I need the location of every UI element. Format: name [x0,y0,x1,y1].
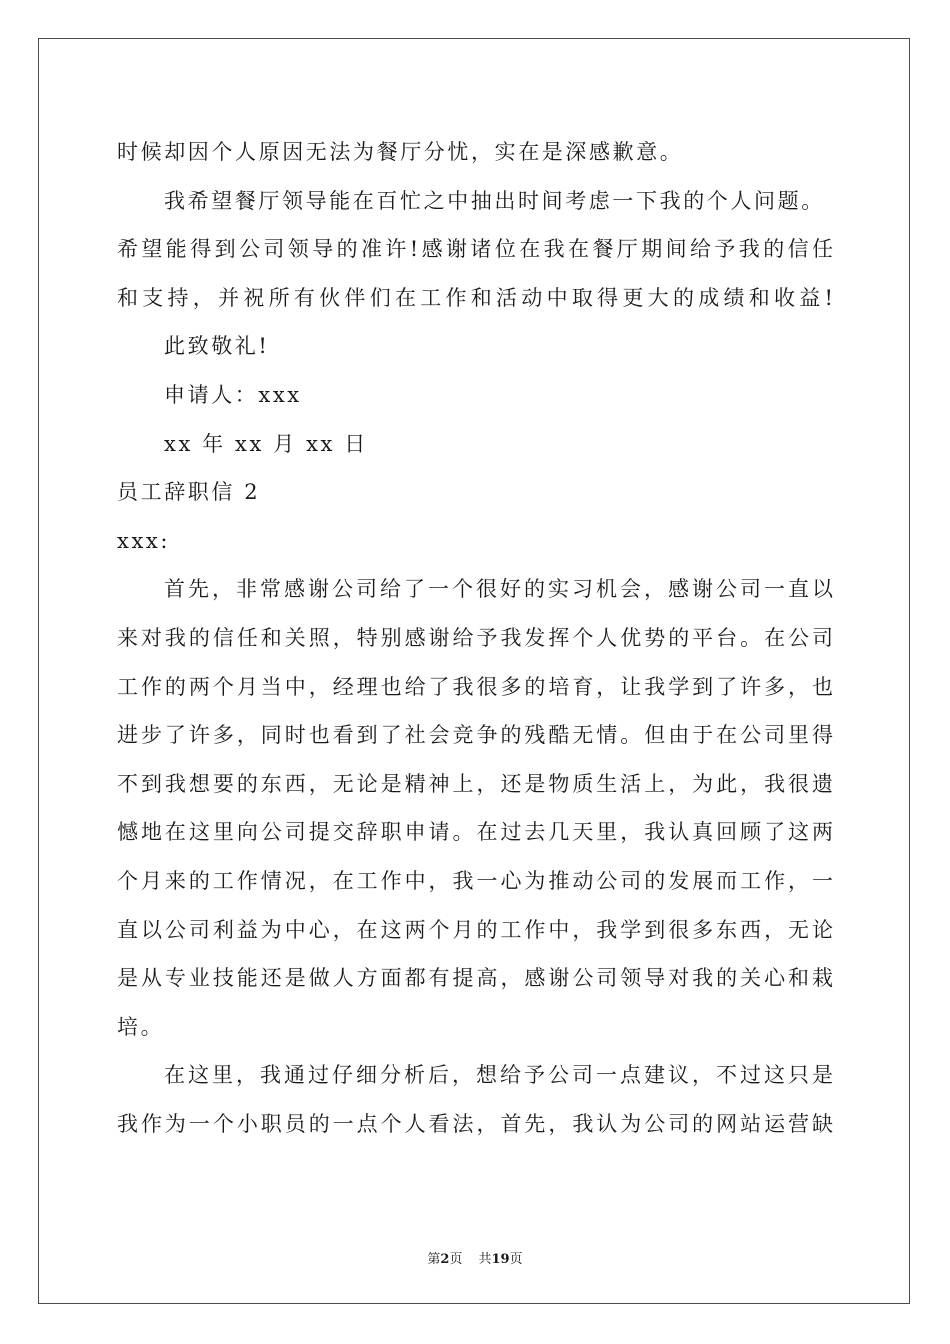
page-number: 2 [440,1252,450,1267]
page-footer [0,1248,950,1267]
text-line: 在这里，我通过仔细分析后，想给予公司一点建议，不过这只是 [164,1063,833,1088]
page-suffix: 页 [449,1252,463,1267]
text-line: 进步了许多，同时也看到了社会竞争的残酷无情。但由于在公司里得 [117,723,833,748]
text-line: 不到我想要的东西，无论是精神上，还是物质生活上，为此，我很遗 [117,771,833,796]
page-prefix: 第 [427,1252,441,1267]
text-line: 是从专业技能还是做人方面都有提高，感谢公司领导对我的关心和栽 [117,966,833,991]
text-line: 憾地在这里向公司提交辞职申请。在过去几天里，我认真回顾了这两 [117,820,833,845]
total-suffix: 页 [509,1252,523,1267]
text-line: 我希望餐厅领导能在百忙之中抽出时间考虑一下我的个人问题。 [164,188,825,213]
section-title: 员工辞职信 2 [117,480,261,505]
date-line: xx 年 xx 月 xx 日 [164,431,368,456]
text-line: 直以公司利益为中心，在这两个月的工作中，我学到很多东西，无论 [117,917,833,942]
text-line: 我作为一个小职员的一点个人看法，首先，我认为公司的网站运营缺 [117,1111,833,1136]
text-line: 工作的两个月当中，经理也给了我很多的培育，让我学到了许多，也 [117,674,833,699]
total-prefix: 共 [478,1252,492,1267]
text-line: 来对我的信任和关照，特别感谢给予我发挥个人优势的平台。在公司 [117,625,833,650]
text-line: 培。 [117,1014,165,1039]
salutation: xxx: [117,528,171,553]
total-pages: 19 [491,1252,510,1267]
document-body [117,128,833,1148]
text-line: 此致敬礼! [164,334,270,359]
text-line: 个月来的工作情况，在工作中，我一心为推动公司的发展而工作，一 [117,868,833,893]
text-line: 希望能得到公司领导的准许!感谢诸位在我在餐厅期间给予我的信任 [117,237,833,262]
text-line: 首先，非常感谢公司给了一个很好的实习机会，感谢公司一直以 [164,577,833,602]
applicant-line: 申请人：xxx [164,382,302,407]
text-line: 和支持，并祝所有伙伴们在工作和活动中取得更大的成绩和收益! [117,285,833,310]
text-line: 时候却因个人原因无法为餐厅分忧，实在是深感歉意。 [117,140,684,164]
